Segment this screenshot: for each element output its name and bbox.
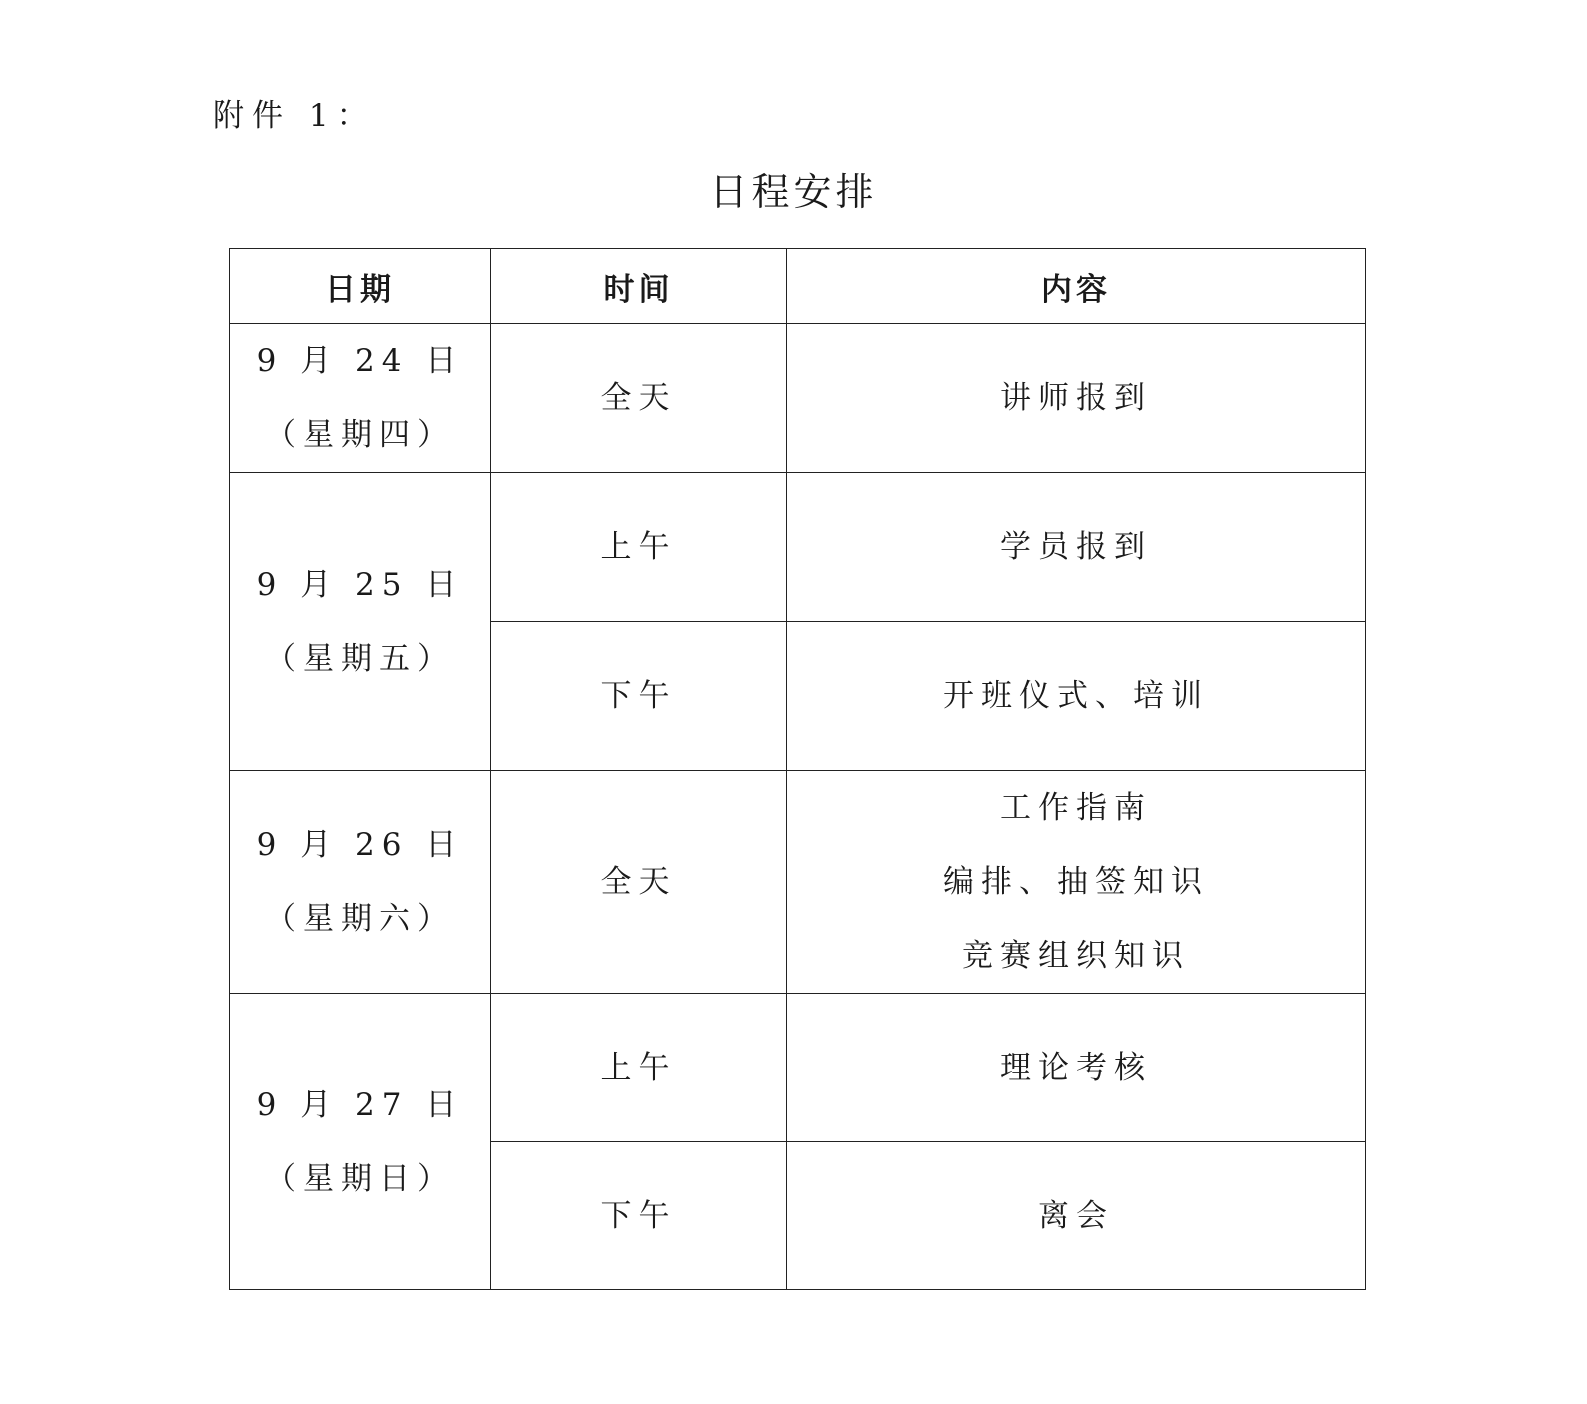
table-header-row: [230, 249, 1366, 324]
content-cell: [787, 324, 1366, 473]
content-text: 离会: [1038, 1197, 1114, 1234]
content-cell: [787, 994, 1366, 1142]
date-cell: [230, 473, 491, 771]
date-cell: [230, 324, 491, 473]
content-text: 讲师报到: [1000, 380, 1152, 416]
time-cell: [491, 771, 787, 994]
date-text: 9 月 26 日: [256, 827, 464, 863]
table-row: [230, 771, 1366, 994]
time-text: 上午: [600, 529, 677, 565]
time-text: 全天: [600, 864, 677, 900]
time-cell: [491, 324, 787, 473]
time-text: 下午: [600, 1197, 677, 1234]
date-text: 9 月 24 日: [256, 343, 464, 379]
time-text: 全天: [600, 380, 677, 416]
time-text: 上午: [600, 1049, 677, 1086]
weekday-text: （星期四）: [265, 417, 455, 453]
content-text: 学员报到: [1000, 529, 1152, 565]
date-cell: [230, 994, 491, 1290]
header-content: 内容: [787, 249, 1366, 324]
time-cell: [491, 473, 787, 622]
content-text: 竞赛组织知识: [962, 938, 1190, 974]
attachment-label: 附件 1：: [213, 98, 376, 134]
time-cell: [491, 1142, 787, 1290]
content-cell: [787, 622, 1366, 771]
table-row: [230, 994, 1366, 1142]
time-cell: [491, 622, 787, 771]
content-text: 编排、抽签知识: [943, 864, 1209, 900]
header-date: 日期: [230, 249, 491, 324]
page-title: 日程安排: [709, 170, 878, 214]
table-row: [230, 324, 1366, 473]
weekday-text: （星期日）: [265, 1160, 455, 1197]
weekday-text: （星期六）: [265, 901, 455, 937]
content-cell: [787, 473, 1366, 622]
time-text: 下午: [600, 678, 677, 714]
time-cell: [491, 994, 787, 1142]
content-text: 开班仪式、培训: [943, 678, 1209, 714]
content-text: 工作指南: [1000, 790, 1152, 826]
date-cell: [230, 771, 491, 994]
content-cell: [787, 1142, 1366, 1290]
table-row: [230, 473, 1366, 622]
weekday-text: （星期五）: [265, 640, 455, 677]
date-text: 9 月 27 日: [256, 1086, 464, 1123]
date-text: 9 月 25 日: [256, 566, 464, 603]
header-time: 时间: [491, 249, 787, 324]
schedule-table: [229, 248, 1366, 1290]
content-text: 理论考核: [1000, 1049, 1152, 1086]
content-cell: [787, 771, 1366, 994]
